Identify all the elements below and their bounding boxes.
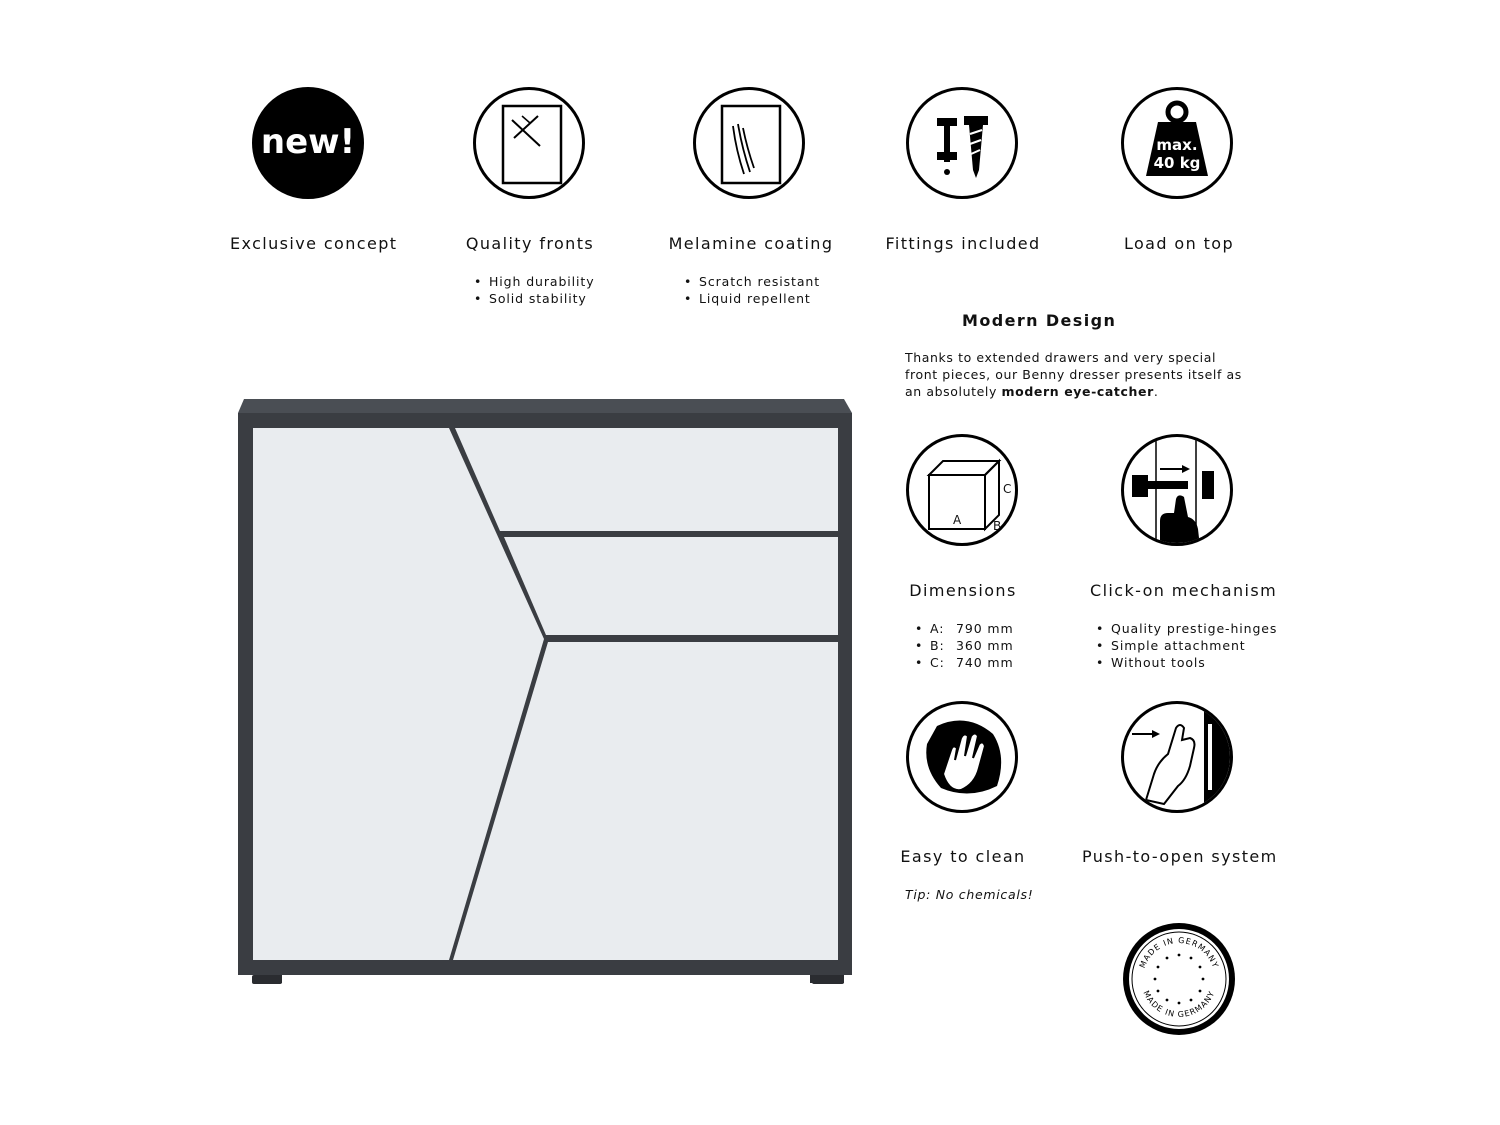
new-badge-text: new! [260, 122, 356, 162]
weight-text-max: max. [1156, 136, 1198, 154]
modern-design-heading: Modern Design [962, 311, 1117, 330]
list-item: • A: 790 mm [915, 620, 1014, 637]
cube-label-a: A [953, 513, 962, 527]
melamine-bullets [684, 273, 820, 307]
hand-wipe-icon [906, 701, 1018, 813]
list-item: • High durability [474, 273, 595, 290]
feature-title-quality-fronts: Quality fronts [465, 234, 595, 253]
list-item: • Solid stability [474, 290, 595, 307]
list-item: • Scratch resistant [684, 273, 820, 290]
modern-design-emphasis: modern eye-catcher [1001, 384, 1154, 399]
seal-text-bottom: MADE IN GERMANY [1141, 989, 1217, 1020]
list-item: • B: 360 mm [915, 637, 1014, 654]
hinge-screw-icon [906, 87, 1018, 199]
cube-label-b: B [993, 519, 1002, 533]
list-item: • Liquid repellent [684, 290, 820, 307]
middle-drawer [504, 537, 838, 635]
scratch-panel-icon [693, 87, 805, 199]
feature-title-click-on: Click-on mechanism [1090, 581, 1278, 600]
weight-text-kg: 40 kg [1153, 154, 1201, 172]
feature-title-fittings: Fittings included [885, 234, 1041, 253]
click-on-bullets [1096, 620, 1277, 671]
modern-design-text: Thanks to extended drawers and very special front pieces, our Benny dresser presents itself as an absolutely modern eye-catcher. [905, 350, 1242, 399]
feature-title-push-open: Push-to-open system [1082, 847, 1278, 866]
hinge-click-icon [1121, 434, 1233, 546]
push-hand-icon [1121, 701, 1233, 813]
feature-title-easy-clean: Easy to clean [900, 847, 1026, 866]
quality-fronts-bullets [474, 273, 595, 307]
dimensions-list [915, 620, 1014, 671]
feature-title-dimensions: Dimensions [909, 581, 1017, 600]
list-item: • Quality prestige-hinges [1096, 620, 1277, 637]
list-item: • Without tools [1096, 654, 1277, 671]
weight-icon [1121, 87, 1233, 199]
dresser-illustration [232, 395, 862, 995]
easy-clean-tip: Tip: No chemicals! [905, 887, 1034, 902]
list-item: • Simple attachment [1096, 637, 1277, 654]
panel-cross-icon [473, 87, 585, 199]
cube-dimensions-icon [906, 434, 1018, 546]
seal-text-top: MADE IN GERMANY [1137, 935, 1221, 970]
made-in-germany-seal-icon [1121, 921, 1237, 1037]
top-drawer [455, 428, 838, 531]
feature-title-melamine: Melamine coating [668, 234, 834, 253]
list-item: • C: 740 mm [915, 654, 1014, 671]
cube-label-c: C [1003, 482, 1012, 496]
new-badge-icon [252, 87, 364, 199]
feature-title-exclusive: Exclusive concept [230, 234, 398, 253]
feature-title-load: Load on top [1123, 234, 1235, 253]
